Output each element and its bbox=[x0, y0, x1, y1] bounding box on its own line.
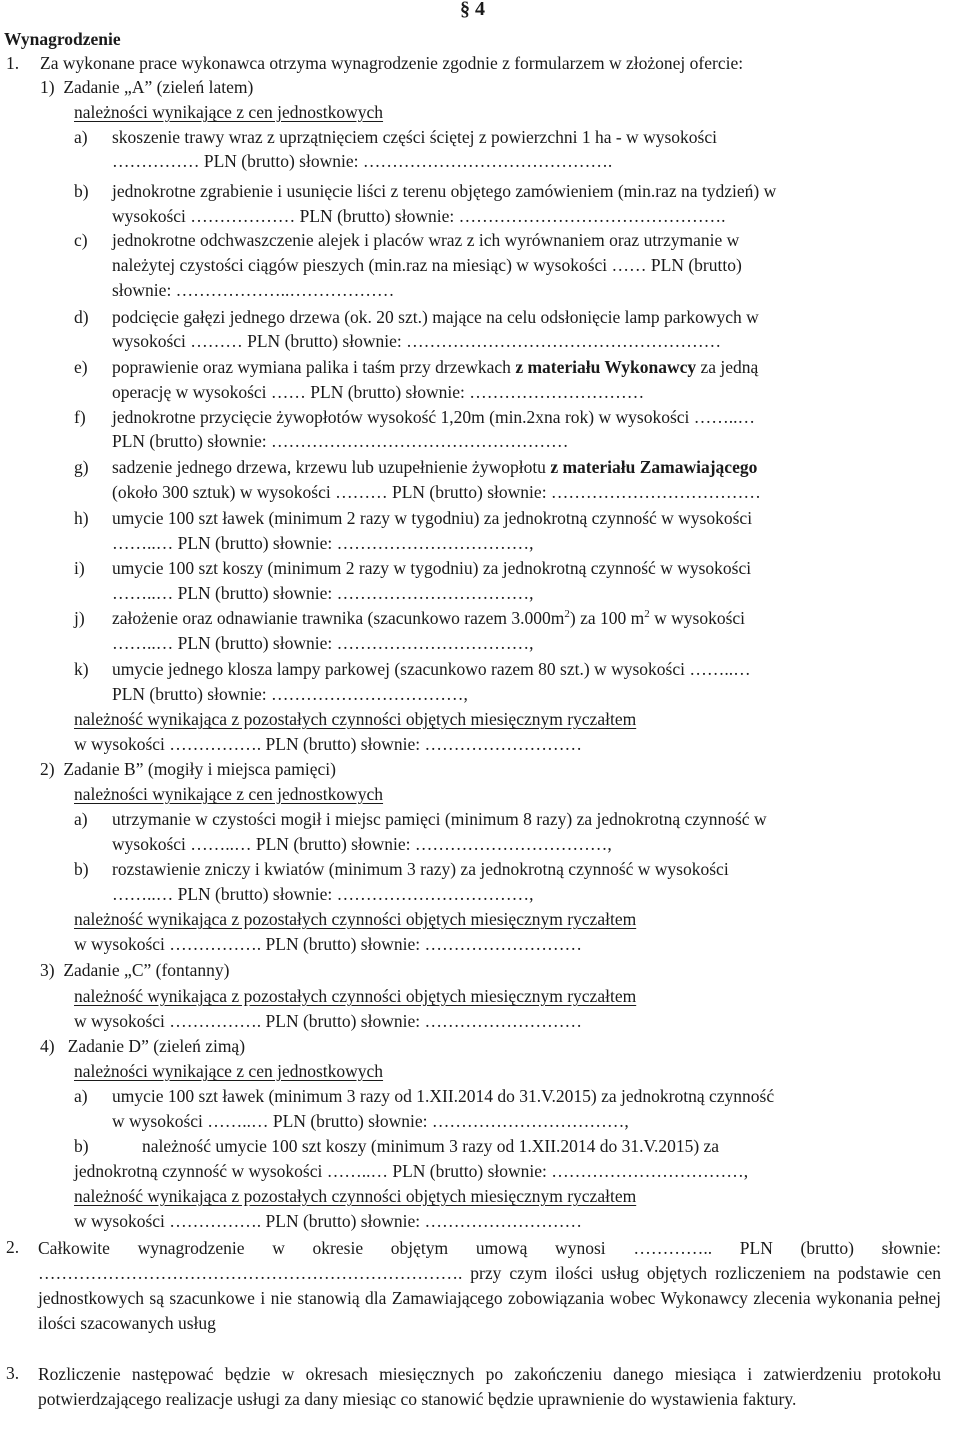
task-a-subheading: należności wynikające z cen jednostkowych bbox=[74, 102, 384, 122]
item-c-line-1: jednokrotne odchwaszczenie alejek i placów wraz z ich wyrównaniem oraz utrzymanie w bbox=[112, 230, 740, 250]
section-number: § 4 bbox=[460, 0, 485, 20]
task-b-lump-sum-heading: należność wynikająca z pozostałych czynności objętych miesięcznym ryczałtem bbox=[74, 909, 637, 929]
task-b-item-b-line-2: ……..… PLN (brutto) słownie: ……………………………, bbox=[112, 884, 534, 904]
item-e-line-2: operację w wysokości …… PLN (brutto) słownie: ………………………… bbox=[112, 382, 645, 402]
item-k-line-2: PLN (brutto) słownie: ……………………………, bbox=[112, 684, 468, 704]
item-c-line-2: należytej czystości ciągów pieszych (min.raz na miesiąc) w wysokości …… PLN (brutto) bbox=[112, 255, 742, 275]
task-c-lump-sum-heading: należność wynikająca z pozostałych czynności objętych miesięcznym ryczałtem bbox=[74, 986, 637, 1006]
paragraph-1-intro: Za wykonane prace wykonawca otrzyma wynagrodzenie zgodnie z formularzem w złożonej ofercie: bbox=[40, 53, 744, 73]
item-h-line-2: ……..… PLN (brutto) słownie: ……………………………, bbox=[112, 533, 534, 553]
item-h-line-1: umycie 100 szt ławek (minimum 2 razy w tygodniu) za jednokrotną czynność w wysokości bbox=[112, 508, 753, 528]
task-d-lump-sum-amount: w wysokości ……………. PLN (brutto) słownie: ……………………… bbox=[74, 1211, 582, 1231]
item-label: g) bbox=[74, 457, 89, 477]
item-d-line-1: podcięcie gałęzi jednego drzewa (ok. 20 szt.) mające na celu odsłonięcie lamp parkowych w bbox=[112, 307, 759, 327]
item-j-line-1: założenie oraz odnawianie trawnika (szacunkowo razem $3.000m^2$) za 100 $m^2$ w wysokości bbox=[112, 608, 746, 628]
task-b-subheading: należności wynikające z cen jednostkowych bbox=[74, 784, 384, 804]
item-label: d) bbox=[74, 307, 89, 327]
task-d-item-b-line-2: jednokrotną czynność w wysokości ……..… PLN (brutto) słownie: ……………………………, bbox=[74, 1161, 749, 1181]
item-label: a) bbox=[74, 127, 88, 147]
item-label: h) bbox=[74, 508, 89, 528]
task-c-lump-sum-amount: w wysokości ……………. PLN (brutto) słownie: ……………………… bbox=[74, 1011, 582, 1031]
item-f-line-2: PLN (brutto) słownie: …………………………………………… bbox=[112, 431, 569, 451]
task-b-lump-sum-amount: w wysokości ……………. PLN (brutto) słownie: ……………………… bbox=[74, 934, 582, 954]
paragraph-3-number: 3. bbox=[6, 1363, 20, 1383]
task-a-lump-sum-amount: w wysokości ……………. PLN (brutto) słownie: ……………………… bbox=[74, 734, 582, 754]
item-label: b) bbox=[74, 1136, 89, 1156]
item-label: a) bbox=[74, 1086, 88, 1106]
item-g-line-1: sadzenie jednego drzewa, krzewu lub uzupełnienie żywopłotu z materiału Zamawiającego bbox=[112, 457, 758, 477]
item-a-line-1: skoszenie trawy wraz z uprzątnięciem części ściętej z powierzchni 1 ha - w wysokości bbox=[112, 127, 717, 147]
task-a-title: 1) Zadanie „A” (zieleń latem) bbox=[40, 77, 254, 97]
item-label: j) bbox=[74, 608, 85, 628]
task-a-lump-sum-heading: należność wynikająca z pozostałych czynności objętych miesięcznym ryczałtem bbox=[74, 709, 637, 729]
item-g-line-2: (około 300 sztuk) w wysokości ……… PLN (brutto) słownie: ……………………………… bbox=[112, 482, 761, 502]
item-b-line-2: wysokości ……………… PLN (brutto) słownie: ………………………………………. bbox=[112, 206, 726, 226]
task-d-lump-sum-heading: należność wynikająca z pozostałych czynności objętych miesięcznym ryczałtem bbox=[74, 1186, 637, 1206]
task-d-item-b-line-1: należność umycie 100 szt koszy (minimum 3 razy od 1.XII.2014 do 31.V.2015) za bbox=[142, 1136, 720, 1156]
item-label: a) bbox=[74, 809, 88, 829]
paragraph-2-text: Całkowite wynagrodzenie w okresie objętym umową wynosi ………….. PLN (brutto) słownie: ………………………………………………………………. przy czym ilości usług objętych rozliczeniem na podstawie cen jednostkowych są szacunkowe i nie stanowią dla Zamawiającego zobowiązania wobec Wykonawcy zlecenia wykonania pełnej ilości szacowanych usług bbox=[38, 1238, 941, 1333]
task-b-item-b-line-1: rozstawienie zniczy i kwiatów (minimum 3 razy) za jednokrotną czynność w wysokości bbox=[112, 859, 729, 879]
item-d-line-2: wysokości ……… PLN (brutto) słownie: ……………………………………………… bbox=[112, 331, 722, 351]
item-e-line-1: poprawienie oraz wymiana palika i taśm przy drzewkach z materiału Wykonawcy za jedną bbox=[112, 357, 759, 377]
item-i-line-1: umycie 100 szt koszy (minimum 2 razy w tygodniu) za jednokrotną czynność w wysokości bbox=[112, 558, 752, 578]
item-label: b) bbox=[74, 181, 89, 201]
item-k-line-1: umycie jednego klosza lampy parkowej (szacunkowo razem 80 szt.) w wysokości ……..… bbox=[112, 659, 751, 679]
task-d-subheading: należności wynikające z cen jednostkowych bbox=[74, 1061, 384, 1081]
item-c-line-3: słownie: ………………..……………… bbox=[112, 280, 395, 300]
task-b-title: 2) Zadanie B” (mogiły i miejsca pamięci) bbox=[40, 759, 336, 779]
task-d-item-a-line-1: umycie 100 szt ławek (minimum 3 razy od 1.XII.2014 do 31.V.2015) za jednokrotną czynność bbox=[112, 1086, 775, 1106]
task-b-item-a-line-2: wysokości ……..… PLN (brutto) słownie: ……………………………, bbox=[112, 834, 612, 854]
item-label: e) bbox=[74, 357, 88, 377]
item-label: b) bbox=[74, 859, 89, 879]
item-label: i) bbox=[74, 558, 85, 578]
item-j-line-2: ……..… PLN (brutto) słownie: ……………………………, bbox=[112, 633, 534, 653]
item-f-line-1: jednokrotne przycięcie żywopłotów wysokość 1,20m (min.2xna rok) w wysokości ……..… bbox=[112, 407, 756, 427]
item-label: f) bbox=[74, 407, 86, 427]
section-heading: Wynagrodzenie bbox=[4, 29, 121, 49]
item-a-line-2: …………… PLN (brutto) słownie: ……………………………………. bbox=[112, 151, 613, 171]
paragraph-3-text: Rozliczenie następować będzie w okresach miesięcznych po zakończeniu danego miesiąca i zatwierdzeniu protokołu potwierdzającego realizacje usługi za dany miesiąc co stanowić będzie uprawnienie do wystawienia faktury. bbox=[38, 1364, 941, 1409]
paragraph-1-number: 1. bbox=[6, 53, 20, 73]
task-b-item-a-line-1: utrzymanie w czystości mogił i miejsc pamięci (minimum 8 razy) za jednokrotną czynność w bbox=[112, 809, 767, 829]
item-label: k) bbox=[74, 659, 89, 679]
item-label: c) bbox=[74, 230, 88, 250]
task-d-item-a-line-2: w wysokości ……..… PLN (brutto) słownie: ……………………………, bbox=[112, 1111, 629, 1131]
item-b-line-1: jednokrotne zgrabienie i usunięcie liści z terenu objętego zamówieniem (min.raz na tydzień) w bbox=[112, 181, 777, 201]
paragraph-2-number: 2. bbox=[6, 1237, 20, 1257]
task-c-title: 3) Zadanie „C” (fontanny) bbox=[40, 960, 230, 980]
task-d-title: 4) Zadanie D” (zieleń zimą) bbox=[40, 1036, 246, 1056]
item-i-line-2: ……..… PLN (brutto) słownie: ……………………………, bbox=[112, 583, 534, 603]
